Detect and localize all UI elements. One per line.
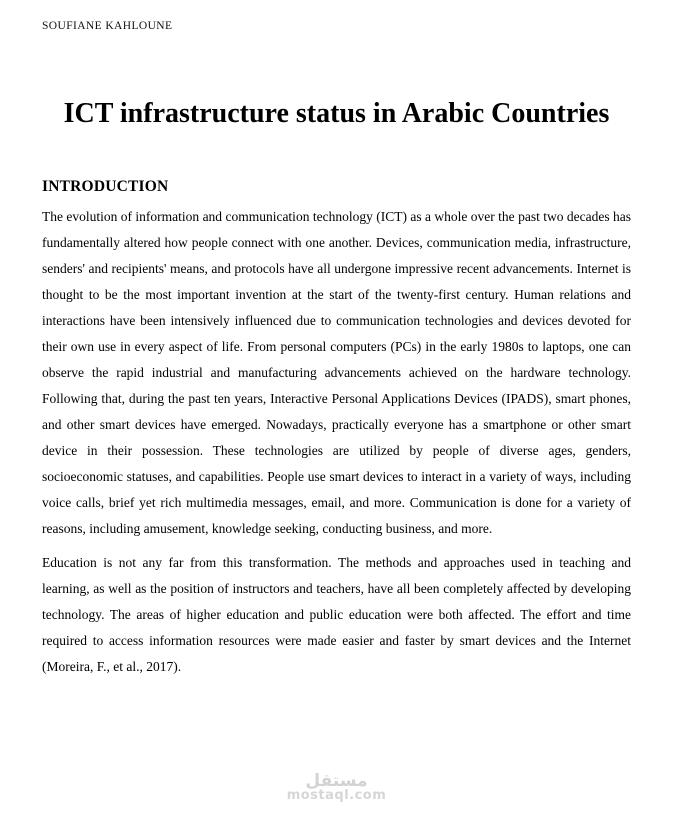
document-content	[42, 92, 631, 688]
watermark	[287, 772, 387, 803]
document-title: ICT infrastructure status in Arabic Countries	[63, 98, 610, 129]
paragraph: Education is not any far from this transformation. The methods and approaches used in teaching and learning, as well as the position of instructors and teachers, have all been completely affected by developing technology. The areas of higher education and public education were both affected. The effort and time required to access information resources were made easier and faster by smart devices and the Internet (Moreira, F., et al., 2017).	[42, 555, 631, 675]
section-heading-introduction: INTRODUCTION	[42, 178, 169, 196]
paragraph: The evolution of information and communication technology (ICT) as a whole over the past two decades has fundamentally altered how people connect with one another. Devices, communication media, infrastructure, senders' and recipients' means, and protocols have all undergone impressive recent advancements. Internet is thought to be the most important invention at the start of the twenty-first century. Human relations and interactions have been intensively influenced due to communication technologies and devices devoted for their own use in every aspect of life. From personal computers (PCs) in the early 1980s to laptops, one can observe the rapid industrial and manufacturing advancements achieved on the hardware technology. Following that, during the past ten years, Interactive Personal Applications Devices (IPADS), smart phones, and other smart devices have emerged. Nowadays, practically everyone has a smartphone or other smart device in their possession. These technologies are utilized by people of diverse ages, genders, socioeconomic statuses, and capabilities. People use smart devices to interact in a variety of ways, including voice calls, brief yet rich multimedia messages, email, and more. Communication is done for a variety of reasons, including amusement, knowledge seeking, conducting business, and more.	[42, 209, 631, 537]
page-header-author: SOUFIANE KAHLOUNE	[42, 20, 173, 32]
watermark-domain-text: mostaql.com	[286, 787, 387, 803]
watermark-arabic-text: مستقل	[305, 771, 368, 792]
